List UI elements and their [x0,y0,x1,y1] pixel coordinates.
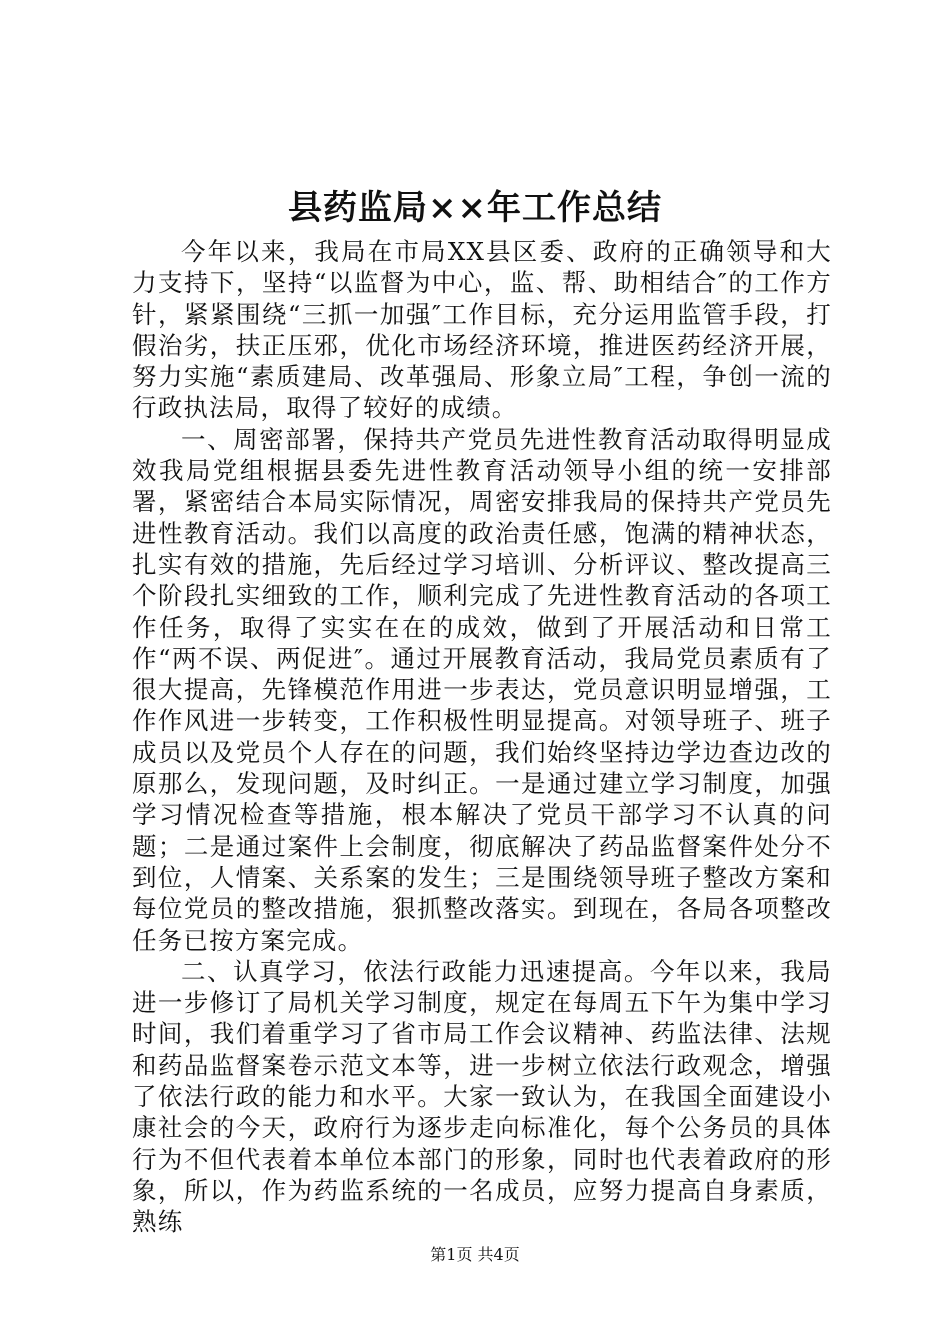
document-title: 县药监局××年工作总结 [288,188,662,228]
paragraph-section-2: 二、认真学习，依法行政能力迅速提高。今年以来，我局进一步修订了局机关学习制度，规定在每周五下午为集中学习时间，我们着重学习了省市局工作会议精神、药监法律、法规和药品监督案卷示范文本等，进一步树立依法行政观念，增强了依法行政的能力和水平。大家一致认为，在我国全面建设小康社会的今天，政府行为逐步走向标准化，每个公务员的具体行为不但代表着本单位本部门的形象，同时也代表着政府的形象，所以，作为药监系统的一名成员，应努力提高自身素质，熟练 [132,956,832,1237]
paragraph-section-1: 一、周密部署，保持共产党员先进性教育活动取得明显成效我局党组根据县委先进性教育活动领导小组的统一安排部署，紧密结合本局实际情况，周密安排我局的保持共产党员先进性教育活动。我们以高度的政治责任感，饱满的精神状态，扎实有效的措施，先后经过学习培训、分析评议、整改提高三个阶段扎实细致的工作，顺利完成了先进性教育活动的各项工作任务，取得了实实在在的成效，做到了开展活动和日常工作“两不误、两促进″。通过开展教育活动，我局党员素质有了很大提高，先锋模范作用进一步表达，党员意识明显增强，工作作风进一步转变，工作积极性明显提高。对领导班子、班子成员以及党员个人存在的问题，我们始终坚持边学边查边改的原那么，发现问题，及时纠正。一是通过建立学习制度，加强学习情况检查等措施，根本解决了党员干部学习不认真的问题；二是通过案件上会制度，彻底解决了药品监督案件处分不到位，人情案、关系案的发生；三是围绕领导班子整改方案和每位党员的整改措施，狠抓整改落实。到现在，各局各项整改任务已按方案完成。 [132,424,832,955]
paragraph-intro: 今年以来，我局在市局XX县区委、政府的正确领导和大力支持下，坚持“以监督为中心，监、帮、助相结合″的工作方针，紧紧围绕“三抓一加强″工作目标，充分运用监管手段，打假治劣，扶正压邪，优化市场经济环境，推进医药经济开展，努力实施“素质建局、改革强局、形象立局″工程，争创一流的行政执法局，取得了较好的成绩。 [132,237,832,423]
document-body [132,236,832,1238]
page-number-footer: 第1页 共4页 [430,1245,520,1264]
